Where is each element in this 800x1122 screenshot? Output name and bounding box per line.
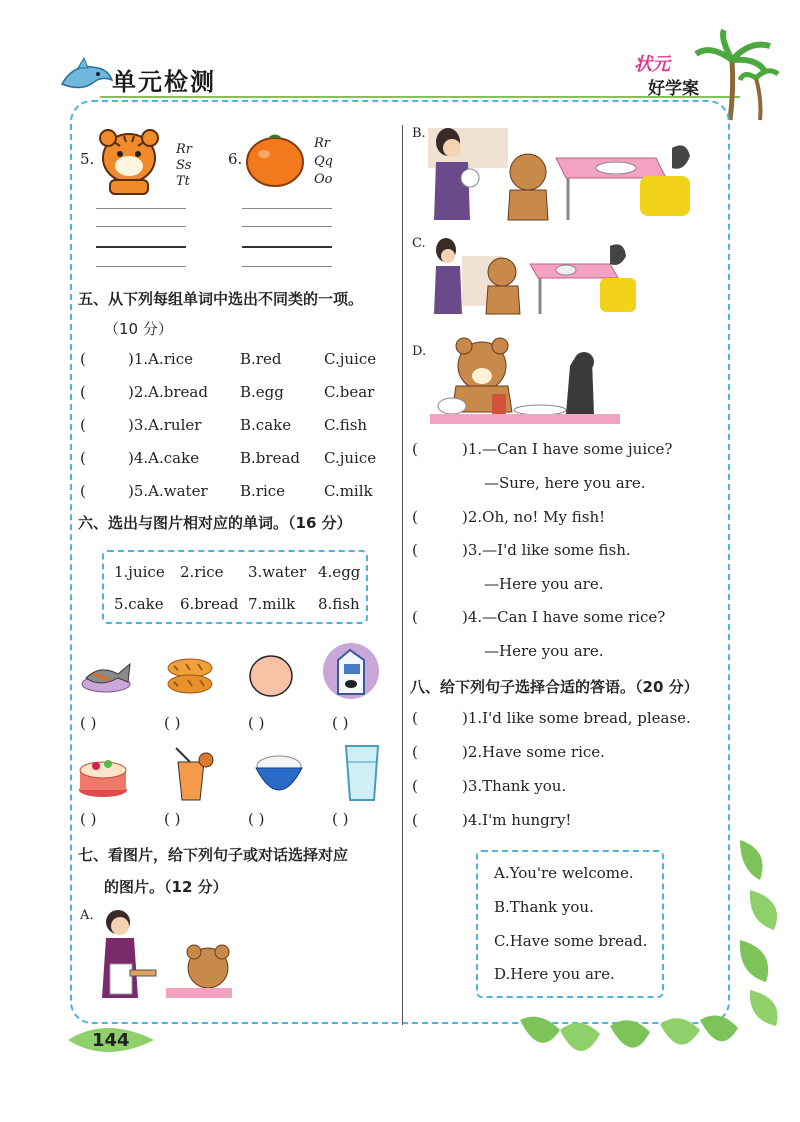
s7-item-line2: —Here you are. (484, 575, 604, 593)
s5-paren[interactable]: ( (80, 383, 86, 401)
picture-label-a: A. (80, 908, 94, 923)
s7-paren[interactable]: ( (412, 508, 418, 526)
s5-paren[interactable]: ( (80, 449, 86, 467)
brand-logo-top: 状元 (634, 54, 670, 75)
section5-title: 五、从下列每组单词中选出不同类的一项。 (78, 290, 364, 308)
writing-line[interactable] (242, 226, 332, 227)
q6-number: 6. (228, 150, 243, 168)
picture-b-scene (428, 128, 698, 224)
q5-letter-3: Tt (176, 174, 190, 189)
writing-line[interactable] (96, 246, 186, 248)
answer-blank[interactable]: ( ) (332, 714, 349, 732)
s5-option-c: C.juice (324, 449, 377, 467)
answer-option: B.Thank you. (494, 898, 594, 916)
q5-letter-1: Rr (176, 142, 193, 157)
leaves-icon (730, 830, 790, 1030)
answer-blank[interactable]: ( ) (164, 810, 181, 828)
rice-bowl-icon (252, 752, 306, 798)
s5-option-b: B.rice (240, 482, 286, 500)
s7-item-line1: )2.Oh, no! My fish! (462, 508, 606, 526)
s5-option-c: C.juice (324, 350, 377, 368)
writing-line[interactable] (242, 208, 332, 209)
s5-item: )4.A.cake (128, 449, 200, 467)
q6-letter-1: Rr (314, 136, 331, 151)
cake-icon (76, 752, 130, 798)
s5-option-c: C.milk (324, 482, 373, 500)
waitress-serving-picture (96, 908, 236, 1002)
s7-item-line2: —Here you are. (484, 642, 604, 660)
s7-paren[interactable]: ( (412, 541, 418, 559)
s7-paren[interactable]: ( (412, 440, 418, 458)
s5-option-c: C.bear (324, 383, 375, 401)
s8-item: )4.I'm hungry! (462, 811, 572, 829)
s5-paren[interactable]: ( (80, 482, 86, 500)
s5-option-b: B.red (240, 350, 282, 368)
answer-blank[interactable]: ( ) (332, 810, 349, 828)
word-bank-item: 1.juice (114, 563, 165, 581)
q6-letter-2: Qq (314, 154, 333, 169)
q5-number: 5. (80, 150, 95, 168)
s8-item: )3.Thank you. (462, 777, 567, 795)
water-glass-icon (342, 744, 382, 802)
s8-paren[interactable]: ( (412, 777, 418, 795)
s5-item: )5.A.water (128, 482, 208, 500)
milk-carton-icon (322, 642, 380, 700)
answer-blank[interactable]: ( ) (80, 810, 97, 828)
picture-c-scene (430, 238, 640, 316)
s5-item: )2.A.bread (128, 383, 208, 401)
leaves-icon (520, 1010, 740, 1070)
word-bank-item: 2.rice (180, 563, 224, 581)
s7-item-line1: )1.—Can I have some juice? (462, 440, 673, 458)
answer-blank[interactable]: ( ) (164, 714, 181, 732)
word-bank-item: 8.fish (318, 595, 360, 613)
s7-item-line2: —Sure, here you are. (484, 474, 646, 492)
page-number: 144 (92, 1030, 130, 1051)
s8-paren[interactable]: ( (412, 811, 418, 829)
answer-blank[interactable]: ( ) (248, 714, 265, 732)
s7-item-line1: )4.—Can I have some rice? (462, 608, 666, 626)
q5-letter-2: Ss (176, 158, 192, 173)
dolphin-icon (58, 56, 114, 96)
word-bank-item: 3.water (248, 563, 307, 581)
s5-option-b: B.bread (240, 449, 300, 467)
q6-letter-3: Oo (314, 172, 333, 187)
picture-label-c: C. (412, 236, 426, 251)
egg-icon (248, 654, 294, 698)
section7-title-cont: 的图片。（12 分） (104, 878, 228, 896)
answer-blank[interactable]: ( ) (248, 810, 265, 828)
s8-paren[interactable]: ( (412, 709, 418, 727)
fish-plate-icon (80, 654, 134, 694)
answer-option: D.Here you are. (494, 965, 615, 983)
writing-line[interactable] (242, 266, 332, 267)
header-rule (100, 96, 740, 98)
section6-title: 六、选出与图片相对应的单词。（16 分） (78, 514, 352, 532)
section5-points: （10 分） (104, 320, 173, 338)
word-bank-item: 6.bread (180, 595, 239, 613)
bread-icon (164, 656, 216, 696)
writing-line[interactable] (96, 266, 186, 267)
writing-line[interactable] (96, 208, 186, 209)
answer-option: A.You're welcome. (494, 864, 634, 882)
section8-title: 八、给下列句子选择合适的答语。（20 分） (410, 678, 699, 696)
picture-label-d: D. (412, 344, 427, 359)
section7-title: 七、看图片，给下列句子或对话选择对应 (78, 846, 349, 864)
answer-blank[interactable]: ( ) (80, 714, 97, 732)
s7-paren[interactable]: ( (412, 608, 418, 626)
brand-logo-bottom: 好学案 (648, 79, 699, 99)
header-title: 单元检测 (112, 68, 216, 96)
word-bank-item: 5.cake (114, 595, 164, 613)
picture-d-scene (430, 336, 620, 424)
s5-option-b: B.egg (240, 383, 284, 401)
s5-paren[interactable]: ( (80, 416, 86, 434)
s8-item: )2.Have some rice. (462, 743, 605, 761)
s7-item-line1: )3.—I'd like some fish. (462, 541, 631, 559)
picture-label-b: B. (412, 126, 426, 141)
s8-paren[interactable]: ( (412, 743, 418, 761)
writing-line[interactable] (96, 226, 186, 227)
orange-icon (244, 132, 306, 188)
s5-option-b: B.cake (240, 416, 292, 434)
s5-item: )1.A.rice (128, 350, 194, 368)
answer-option: C.Have some bread. (494, 932, 648, 950)
s5-option-c: C.fish (324, 416, 368, 434)
tiger-icon (94, 128, 164, 194)
word-bank-item: 7.milk (248, 595, 296, 613)
word-bank-item: 4.egg (318, 563, 361, 581)
s5-paren[interactable]: ( (80, 350, 86, 368)
column-divider (402, 125, 403, 1025)
s8-item: )1.I'd like some bread, please. (462, 709, 691, 727)
juice-glass-icon (168, 746, 216, 802)
writing-line[interactable] (242, 246, 332, 248)
s5-item: )3.A.ruler (128, 416, 202, 434)
